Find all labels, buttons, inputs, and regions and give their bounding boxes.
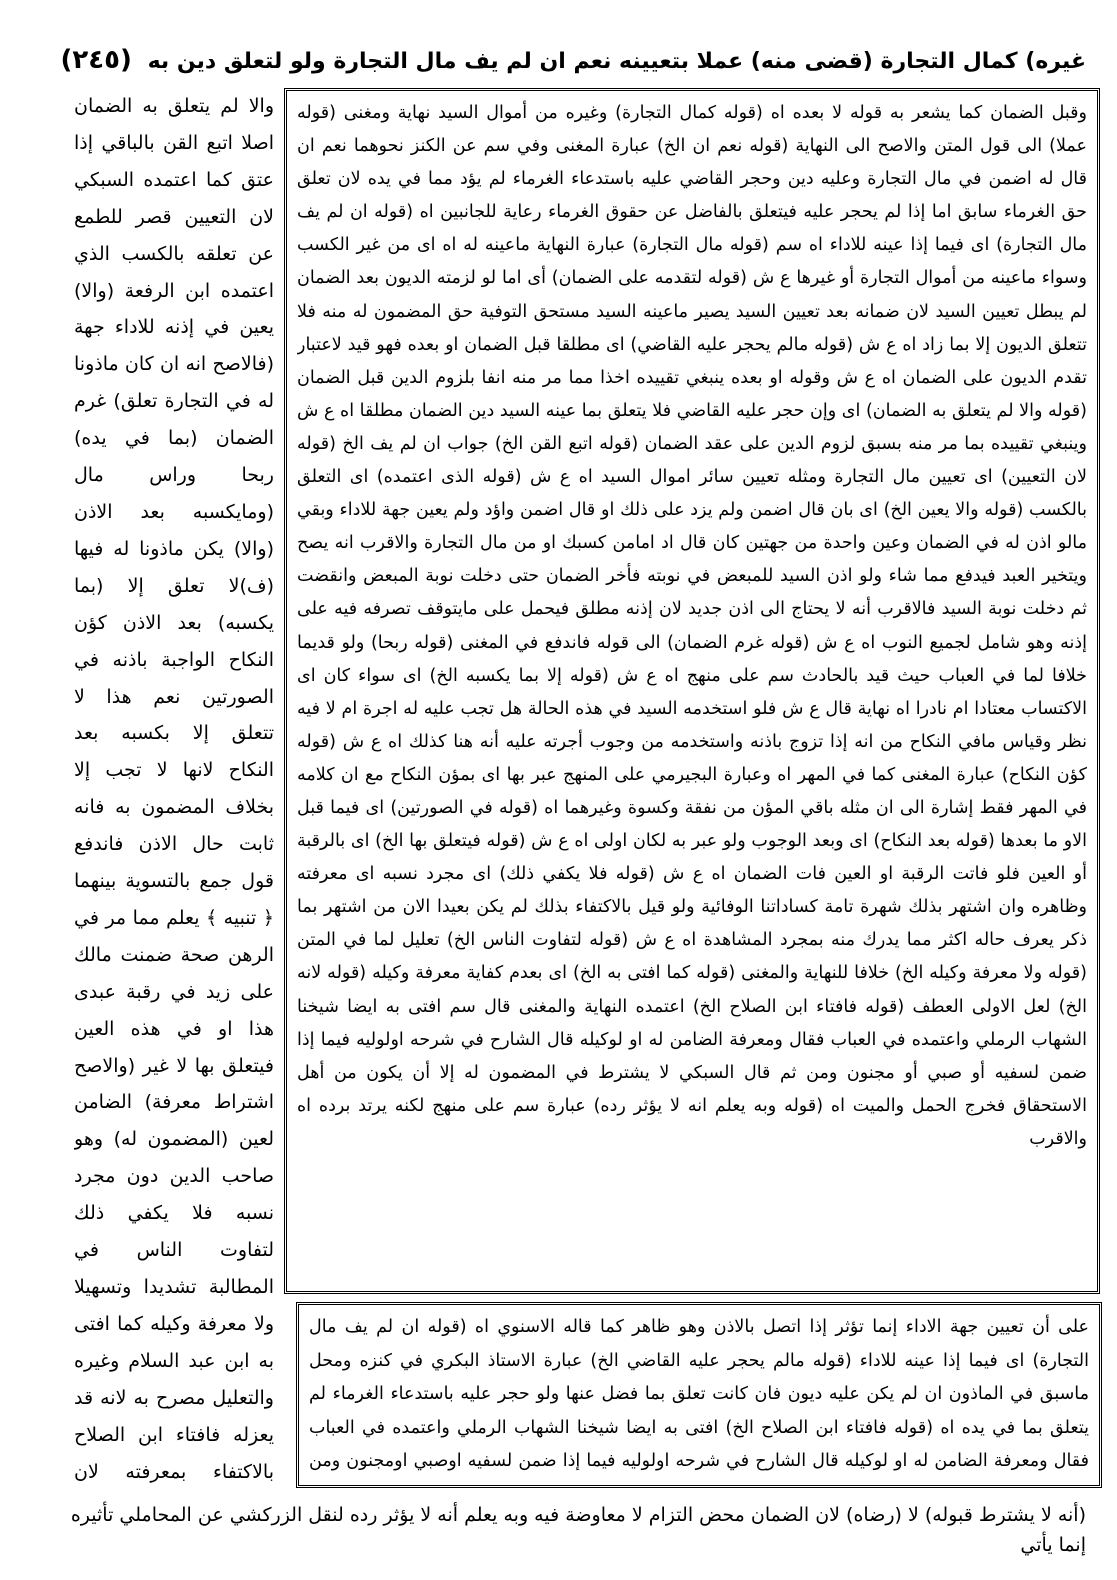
main-commentary-text xyxy=(297,97,1087,1285)
side-paragraph: والا لم يتعلق به الضمان اصلا اتبع القن بالباقي إذا عتق كما اعتمده السبكي لان التعيين قصر للطمع عن تعلقه بالكسب الذي اعتمده ابن الرفعة (والا) يعين في إذنه للاداء جهة (فالاصح انه ان كان ماذونا له في التجارة تعلق) غرم الضمان (بما في يده) ربحا وراس مال (ومايكسبه بعد الاذن (والا) يكن ماذونا له فيها (ف)لا تعلق إلا (بما يكسبه) بعد الاذن كؤن النكاح الواجبة باذنه في الصورتين نعم هذا لا تتعلق إلا بكسبه بعد النكاح لانها لا تجب إلا بخلاف المضمون به فانه ثابت حال الاذن فاندفع قول جمع بالتسوية بينهما ﴿ تنبيه ﴾ يعلم مما مر في الرهن صحة ضمنت مالك على زيد في رقبة عبدى هذا او في هذه العين فيتعلق بها لا غير (والاصح اشتراط معرفة) الضامن لعين (المضمون له) وهو صاحب الدين دون مجرد نسبه فلا يكفي ذلك لتفاوت الناس في المطالبة تشديدا وتسهيلا ولا معرفة وكيله كما افتى به ابن عبد السلام وغيره والتعليل مصرح به لانه قد يعزله فافتاء ابن الصلاح بالاكتفاء بمعرفته لان xyxy=(74,95,274,1483)
lower-note-box xyxy=(296,1302,1102,1488)
main-commentary-box xyxy=(284,88,1100,1294)
lower-note-text xyxy=(309,1311,1089,1479)
page-number: (٢٤٥) xyxy=(60,45,132,75)
commentary-paragraph: وقبل الضمان كما يشعر به قوله لا بعده اه (قوله كمال التجارة) وغيره من أموال السيد نهاية ومغنى (قوله عملا) الى قول المتن والاصح الى النهاية (قوله نعم ان الخ) عبارة المغنى وفي سم عن الكنز نحوهما نعم ان قال له اضمن في مال التجارة وعليه دين وحجر القاضي عليه باستدعاء الغرماء لم يؤد مما في يده لان تعلق حق الغرماء سابق اما إذا لم يحجر عليه فيتعلق بالفاضل عن حقوق الغرماء رعاية للجانبين اه (قوله ان لم يف مال التجارة) اى فيما إذا عينه للاداء اه سم (قوله مال التجارة) عبارة النهاية ماعينه له اه اى من غير الكسب وسواء ماعينه من أموال التجارة أو غيرها ع ش (قوله لتقدمه على الضمان) أى اما لو لزمته الديون بعد الضمان لم يبطل تعيين السيد لان ضمانه بعد تعيين السيد يصير ماعينه السيد مستحق التوفية حق المضمون له منه فلا تتعلق الديون إلا بما زاد اه ع ش (قوله مالم يحجر عليه القاضي) اى مطلقا قبل الضمان او بعده فهو قيد لاعتبار تقدم الديون على الضمان اه ع ش وقوله او بعده ينبغي تقييده اخذا مما مر منه انفا بلزوم الدين قبل الضمان (قوله والا لم يتعلق به الضمان) اى وإن حجر عليه القاضي فلا يتعلق بما عينه السيد دين الضمان مطلقا اه ع ش وينبغي تقييده بما مر منه بسبق لزوم الدين على عقد الضمان (قوله اتبع القن الخ) جواب ان لم يف الخ (قوله لان التعيين) اى تعيين مال التجارة ومثله تعيين سائر اموال السيد اه ع ش (قوله الذى اعتمده) اى التعلق بالكسب (قوله والا يعين الخ) اى بان قال اضمن ولم يزد على ذلك او قال اضمن واؤد ولم يعين جهة للاداء وبقي مالو اذن له في الضمان وعين واحدة من جهتين كان قال اد امامن كسبك او من مال التجارة والاقرب انه يصح ويتخير العبد فيدفع مما شاء ولو اذن السيد للمبعض في نوبته فأخر الضمان حتى دخلت نوبة المبعض وانقضت ثم دخلت نوبة السيد فالاقرب أنه لا يحتاج الى اذن جديد لان إذنه مطلق فيحمل على مايتوقف تصرفه فيه على إذنه وهو شامل لجميع النوب اه ع ش (قوله غرم الضمان) الى قوله فاندفع في المغنى (قوله ربحا) ولو قديما خلافا لما في العباب حيث قيد بالحادث سم على منهج اه ع ش (قوله إلا بما يكسبه الخ) اى سواء كان اى الاكتساب معتادا ام نادرا اه نهاية قال ع ش فلو استخدمه السيد في هذه الحالة هل تجب عليه له اجرة ام لا فيه نظر وقياس مافي النكاح من انه إذا تزوج باذنه واستخدمه من وجوب أجرته عليه أنه هنا كذلك اه ع ش (قوله كؤن النكاح) عبارة المغنى كما في المهر اه وعبارة البجيرمي على المنهج عبر بها اى بمؤن النكاح مع ان كلامه في المهر فقط إشارة الى ان مثله باقي المؤن من نفقة وكسوة وغيرهما اه (قوله في الصورتين) اى فيما قبل الاو ما بعدها (قوله بعد النكاح) اى وبعد الوجوب ولو عبر به لكان اولى اه ع ش (قوله فيتعلق بها الخ) اى بالرقبة أو العين فلو فاتت الرقبة او العين فات الضمان اه ع ش (قوله فلا يكفي ذلك) اى مجرد نسبه اى معرفته وظاهره وان اشتهر بذلك شهرة تامة كساداتنا الوفائية ولو قيل بالاكتفاء بذلك لم يكن بعيدا الان من اشتهر بما ذكر يعرف حاله اكثر مما يدرك منه بمجرد المشاهدة اه ع ش (قوله لتفاوت الناس الخ) تعليل لما في المتن (قوله ولا معرفة وكيله الخ) خلافا للنهاية والمغنى (قوله كما افتى به الخ) اى بعدم كفاية معرفة وكيله (قوله لانه الخ) لعل الاولى العطف (قوله فافتاء ابن الصلاح الخ) اعتمده النهاية والمغنى قال سم افتى به ايضا شيخنا الشهاب الرملي واعتمده في العباب فقال ومعرفة الضامن له او لوكيله قال الشارح في شرحه اولوليه فيما إذا ضمن لسفيه أو صبي أو مجنون ومن ثم قال السبكي لا يشترط في المضمون له إلا أن يكون من أهل الاستحقاق فخرج الحمل والميت اه (قوله وبه يعلم انه لا يؤثر رده) عبارة سم على منهج لكنه يرتد برده اه والاقرب xyxy=(297,103,1087,1149)
side-column-matn xyxy=(74,88,274,1496)
lower-note-paragraph: على أن تعيين جهة الاداء إنما تؤثر إذا اتصل بالاذن وهو ظاهر كما قاله الاسنوي اه (قوله ان لم يف مال التجارة) اى فيما إذا عينه للاداء (قوله مالم يحجر عليه القاضي الخ) عبارة الاستاذ البكري في كنزه ومحل ماسبق في الماذون ان لم يكن عليه ديون فان كانت تعلق بما فضل عنها ولو حجر عليه باستدعاء الغرماء لم يتعلق بما في يده اه (قوله فافتاء ابن الصلاح الخ) افتى به ايضا شيخنا الشهاب الرملي واعتمده في العباب فقال ومعرفة الضامن له او لوكيله قال الشارح في شرحه اولوليه فيما إذا ضمن لسفيه اوصبي اومجنون ومن xyxy=(309,1317,1089,1471)
page-footer-text: (أنه لا يشترط قبوله) لا (رضاه) لان الضمان محض التزام لا معاوضة فيه وبه يعلم أنه لا يؤثر رده لنقل الزركشي عن المحاملي تأثيره إنما يأتي xyxy=(70,1504,1086,1556)
page-header xyxy=(56,38,1086,82)
header-text-right: غيره) كمال التجارة (قضى منه) عملا بتعيينه نعم ان لم يف مال التجارة ولو لتعلق دين به xyxy=(147,49,1086,74)
